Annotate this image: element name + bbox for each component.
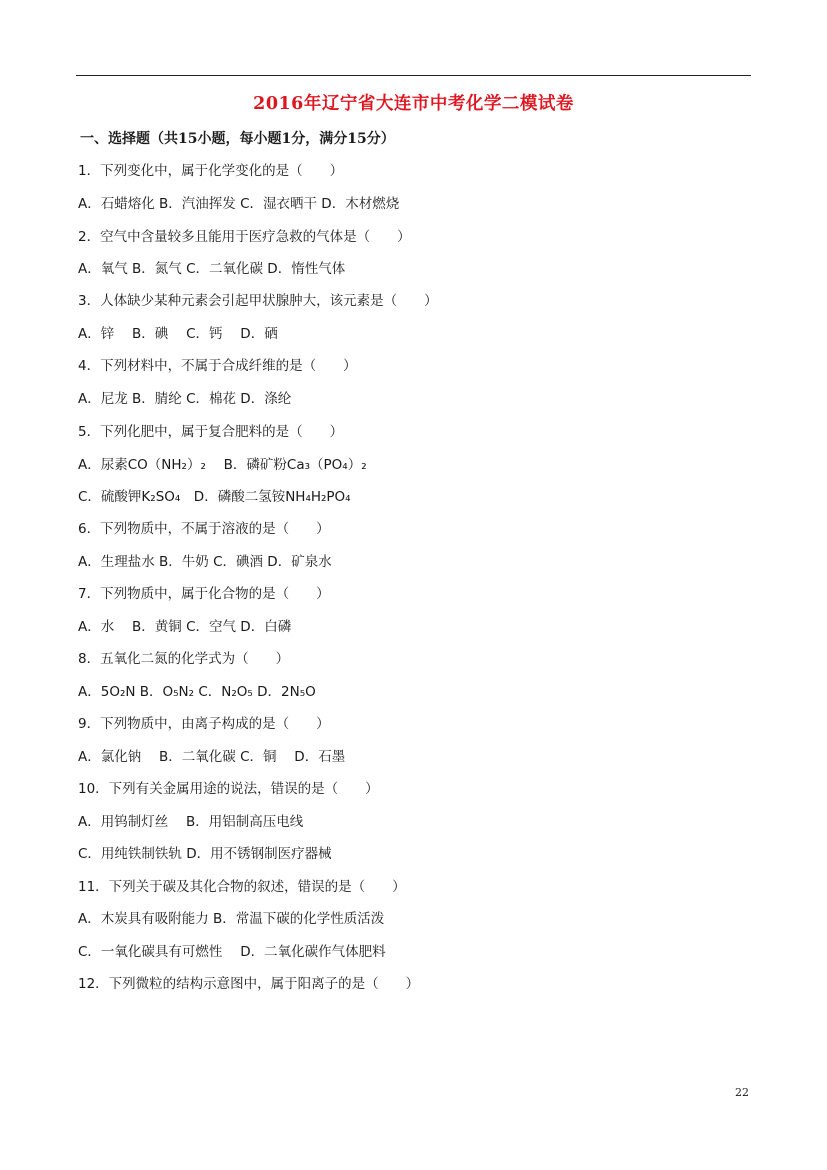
question-line: 7．下列物质中，属于化合物的是（ ） bbox=[78, 586, 330, 602]
answer-line: A．尿素CO（NH₂）₂ B．磷矿粉Ca₃（PO₄）₂ bbox=[78, 457, 367, 473]
question-line: 6．下列物质中，不属于溶液的是（ ） bbox=[78, 521, 330, 537]
answer-line: A．生理盐水 B．牛奶 C．碘酒 D．矿泉水 bbox=[78, 554, 332, 570]
answer-line: A．用钨制灯丝 B．用铝制高压电线 bbox=[78, 814, 304, 830]
header-rule bbox=[76, 75, 751, 76]
question-line: 11．下列关于碳及其化合物的叙述，错误的是（ ） bbox=[78, 879, 406, 895]
answer-line: A．氧气 B．氮气 C．二氧化碳 D．惰性气体 bbox=[78, 261, 346, 277]
answer-line: A．5O₂N B．O₅N₂ C．N₂O₅ D．2N₅O bbox=[78, 684, 316, 700]
section-heading: 一、选择题（共15小题，每小题1分，满分15分） bbox=[80, 131, 395, 147]
question-line: 2．空气中含量较多且能用于医疗急救的气体是（ ） bbox=[78, 229, 411, 245]
answer-line: C．硫酸钾K₂SO₄ D．磷酸二氢铵NH₄H₂PO₄ bbox=[78, 489, 351, 505]
answer-line: A．氯化钠 B．二氧化碳 C．铜 D．石墨 bbox=[78, 749, 346, 765]
answer-line: C．一氧化碳具有可燃性 D．二氧化碳作气体肥料 bbox=[78, 944, 386, 960]
question-line: 3．人体缺少某种元素会引起甲状腺肿大，该元素是（ ） bbox=[78, 293, 438, 309]
question-line: 5．下列化肥中，属于复合肥料的是（ ） bbox=[78, 424, 344, 440]
answer-line: C．用纯铁制铁轨 D．用不锈钢制医疗器械 bbox=[78, 846, 332, 862]
answer-line: A．石蜡熔化 B．汽油挥发 C．湿衣晒干 D．木材燃烧 bbox=[78, 196, 400, 212]
answer-line: A．尼龙 B．腈纶 C．棉花 D．涤纶 bbox=[78, 391, 292, 407]
page-number: 22 bbox=[735, 1086, 749, 1099]
question-line: 1．下列变化中，属于化学变化的是（ ） bbox=[78, 163, 344, 179]
answer-line: A．锌 B．碘 C．钙 D．硒 bbox=[78, 326, 278, 342]
answer-line: A．木炭具有吸附能力 B．常温下碳的化学性质活泼 bbox=[78, 911, 385, 927]
question-line: 4．下列材料中，不属于合成纤维的是（ ） bbox=[78, 358, 357, 374]
page-title: 2016年辽宁省大连市中考化学二模试卷 bbox=[253, 94, 574, 114]
question-line: 9．下列物质中，由离子构成的是（ ） bbox=[78, 716, 330, 732]
question-line: 8．五氧化二氮的化学式为（ ） bbox=[78, 651, 290, 667]
question-line: 10．下列有关金属用途的说法，错误的是（ ） bbox=[78, 781, 379, 797]
question-line: 12．下列微粒的结构示意图中，属于阳离子的是（ ） bbox=[78, 976, 420, 992]
answer-line: A．水 B．黄铜 C．空气 D．白磷 bbox=[78, 619, 292, 635]
